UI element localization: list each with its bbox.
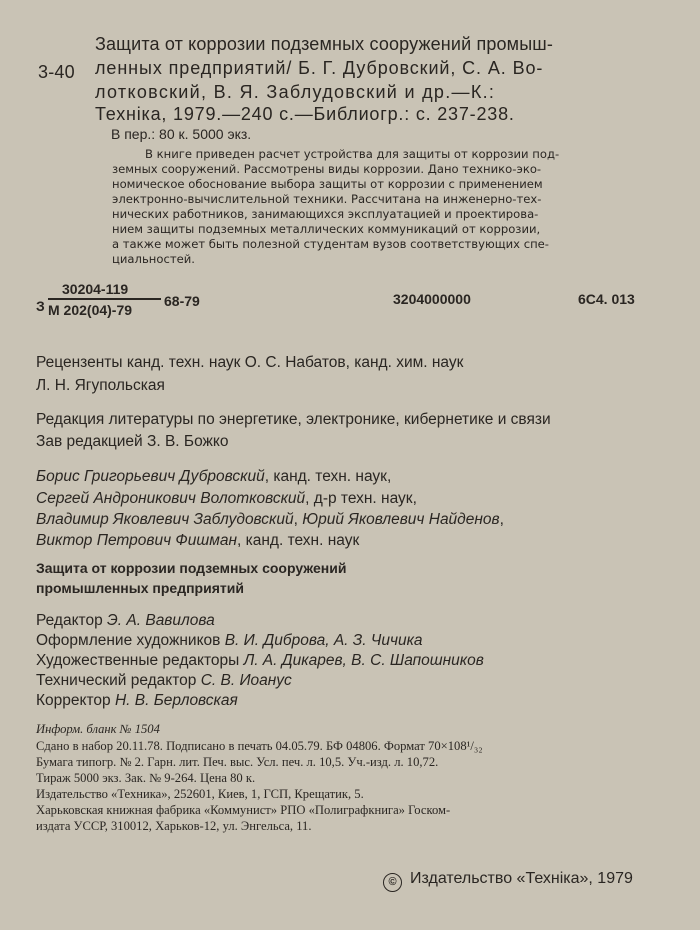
imprint-line-2: Сдано в набор 20.11.78. Подписано в печать 04.05.79. БФ 04806. Формат 70×108¹/₃₂ <box>36 739 483 753</box>
staff-corrector: Корректор Н. В. Берловская <box>36 692 238 709</box>
annotation-line-2: земных сооружений. Рассмотрены виды коррозии. Дано технико-эко- <box>112 162 542 176</box>
class-code: 3-40 <box>38 62 75 82</box>
annotation-line-8: циальностей. <box>112 252 195 266</box>
author-4: Виктор Петрович Фишман, канд. техн. наук <box>36 532 360 549</box>
imprint-line-7: издата УССР, 310012, Харьков-12, ул. Энгельса, 11. <box>36 819 312 833</box>
staff-tech-editor: Технический редактор С. В. Иоанус <box>36 672 292 689</box>
udc-code: 6С4. 013 <box>578 291 635 307</box>
card-line-1: Защита от коррозии подземных сооружений промыш- <box>95 34 554 54</box>
editorial-line-2: Зав редакцией З. В. Божко <box>36 433 229 450</box>
imprint-line-6: Харьковская книжная фабрика «Коммунист» РПО «Полиграфкнига» Госком- <box>36 803 451 817</box>
card-line-3: лотковский, В. Я. Заблудовский и др.—К.: <box>95 82 496 102</box>
staff-art-editors: Художественные редакторы Л. А. Дикарев, В. С. Шапошников <box>36 652 484 669</box>
imprint-line-4: Тираж 5000 экз. Зак. № 9-264. Цена 80 к. <box>36 771 256 785</box>
copyright-text: Издательство «Техніка», 1979 <box>410 870 633 887</box>
card-line-4: Техніка, 1979.—240 с.—Библиогр.: с. 237-238. <box>95 104 515 124</box>
staff-editor: Редактор Э. А. Вавилова <box>36 612 215 629</box>
author-3: Владимир Яковлевич Заблудовский, Юрий Яковлевич Найденов, <box>36 511 504 528</box>
index-fraction-bar <box>48 298 161 300</box>
editorial-line-1: Редакция литературы по энергетике, электронике, кибернетике и связи <box>36 411 551 428</box>
author-2: Сергей Андроникович Волотковский, д-р техн. наук, <box>36 490 417 507</box>
annotation-line-6: нием защиты подземных металлических коммуникаций от коррозии, <box>112 222 541 236</box>
book-title-line-1: Защита от коррозии подземных сооружений <box>36 560 347 576</box>
index-prefix: З <box>36 298 45 314</box>
index-code: 3204000000 <box>393 291 471 307</box>
author-1: Борис Григорьевич Дубровский, канд. техн. наук, <box>36 468 392 485</box>
price-line: В пер.: 80 к. 5000 экз. <box>111 126 252 142</box>
staff-design: Оформление художников В. И. Диброва, А. З. Чичика <box>36 632 423 649</box>
annotation-line-1: В книге приведен расчет устройства для защиты от коррозии под- <box>145 147 560 161</box>
index-numerator: 30204-119 <box>62 281 129 297</box>
imprint-line-1: Информ. бланк № 1504 <box>36 722 160 736</box>
copyright-icon: © <box>383 873 402 892</box>
copyright <box>383 870 633 892</box>
annotation-line-4: электронно-вычислительной техники. Рассчитана на инженерно-тех- <box>112 192 542 206</box>
imprint-line-3: Бумага типогр. № 2. Гарн. лит. Печ. выс. Усл. печ. л. 10,5. Уч.-изд. л. 10,72. <box>36 755 439 769</box>
index-suffix: 68-79 <box>164 293 200 309</box>
reviewers-line-2: Л. Н. Ягупольская <box>36 377 165 394</box>
imprint-line-5: Издательство «Техника», 252601, Киев, 1, ГСП, Крещатик, 5. <box>36 787 364 801</box>
annotation-line-3: номическое обоснование выбора защиты от коррозии с применением <box>112 177 543 191</box>
card-line-2: ленных предприятий/ Б. Г. Дубровский, С. А. Во- <box>95 58 544 78</box>
annotation-line-7: а также может быть полезной студентам вузов соответствующих спе- <box>112 237 549 251</box>
book-title-line-2: промышленных предприятий <box>36 580 244 596</box>
reviewers-line-1: Рецензенты канд. техн. наук О. С. Набатов, канд. хим. наук <box>36 354 464 371</box>
index-denominator: М 202(04)-79 <box>48 302 133 318</box>
annotation-line-5: нических работников, занимающихся эксплуатацией и проектирова- <box>112 207 539 221</box>
